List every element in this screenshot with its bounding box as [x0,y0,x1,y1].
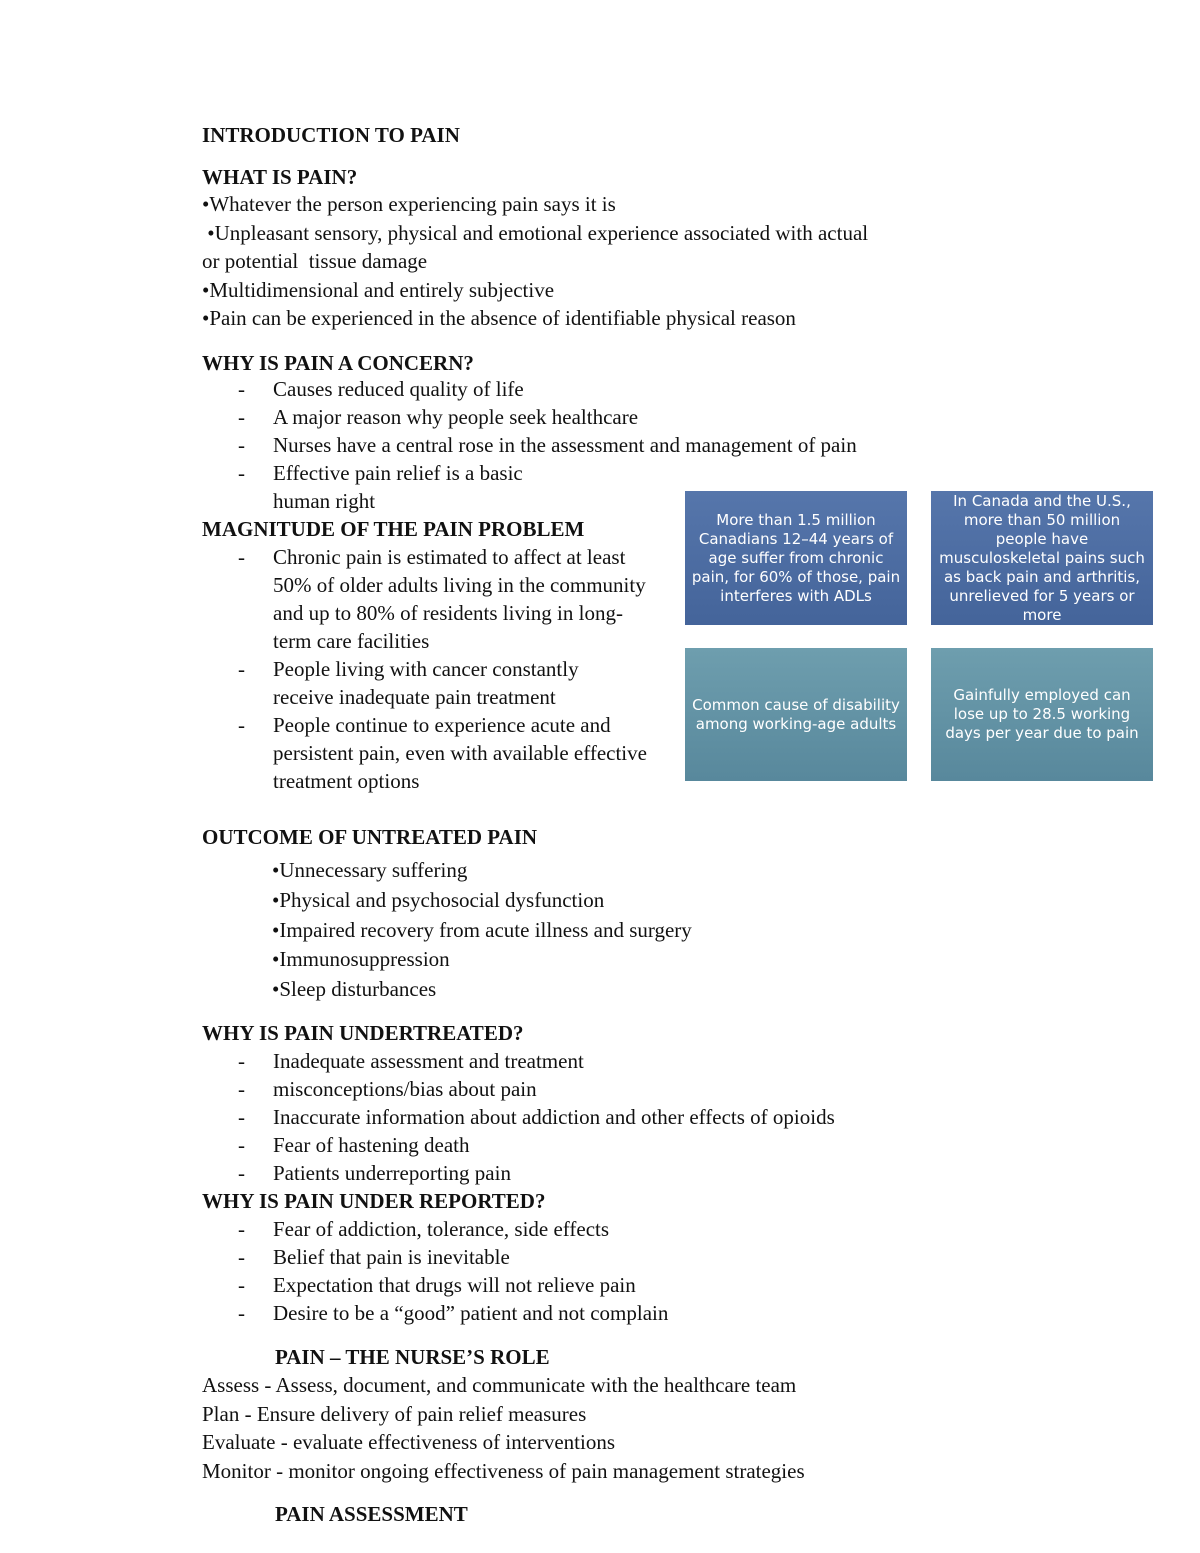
stat-box-canadians-chronic-pain: More than 1.5 million Canadians 12–44 years of age suffer from chronic pain, for 60% of those, pain interferes with ADLs [685,491,907,625]
list-item: - A major reason why people seek healthcare [202,403,662,431]
list-item: - Inadequate assessment and treatment [202,1047,1002,1075]
document-title: INTRODUCTION TO PAIN [202,123,460,147]
what-is-pain-line: •Pain can be experienced in the absence of identifiable physical reason [202,306,796,330]
stat-box-working-days-lost: Gainfully employed can lose up to 28.5 working days per year due to pain [931,648,1153,781]
list-item: - People continue to experience acute and persistent pain, even with available effective treatment options [202,711,658,795]
nurse-role-line: Monitor - monitor ongoing effectiveness of pain management strategies [202,1458,805,1483]
list-item: - Patients underreporting pain [202,1159,1002,1187]
underreported-heading: WHY IS PAIN UNDER REPORTED? [202,1189,546,1213]
what-is-pain-body [202,190,868,333]
undertreated-list [202,1047,1002,1187]
outcome-list [272,856,692,1005]
nurse-role-line: Evaluate - evaluate effectiveness of interventions [202,1430,616,1454]
underreported-list [202,1215,1002,1327]
list-item: - Fear of addiction, tolerance, side effects [202,1215,1002,1243]
list-item: •Sleep disturbances [272,977,437,1002]
outcome-heading: OUTCOME OF UNTREATED PAIN [202,825,538,849]
why-concern-heading: WHY IS PAIN A CONCERN? [202,351,474,375]
list-item: •Physical and psychosocial dysfunction [272,887,605,912]
nurse-role-line: Assess - Assess, document, and communicate with the healthcare team [202,1373,797,1397]
list-item: - misconceptions/bias about pain [202,1075,1002,1103]
nurse-role-line: Plan - Ensure delivery of pain relief measures [202,1401,587,1426]
nurse-role-body [202,1371,805,1485]
list-item: •Impaired recovery from acute illness and surgery [272,917,692,942]
magnitude-list [202,543,662,795]
what-is-pain-heading: WHAT IS PAIN? [202,165,358,189]
list-item: - Causes reduced quality of life [202,375,662,403]
list-item: - Belief that pain is inevitable [202,1243,1002,1271]
list-item: - Inaccurate information about addiction and other effects of opioids [202,1103,1002,1131]
list-item: - Expectation that drugs will not relieve pain [202,1271,1002,1299]
undertreated-heading: WHY IS PAIN UNDERTREATED? [202,1021,524,1045]
list-item: - People living with cancer constantly receive inadequate pain treatment [202,655,633,711]
magnitude-heading: MAGNITUDE OF THE PAIN PROBLEM [202,517,585,541]
what-is-pain-line: •Whatever the person experiencing pain says it is [202,192,616,216]
what-is-pain-line: •Unpleasant sensory, physical and emotional experience associated with actual [202,220,869,245]
what-is-pain-line: •Multidimensional and entirely subjective [202,277,555,302]
list-item: •Immunosuppression [272,947,450,972]
pain-assessment-heading: PAIN ASSESSMENT [275,1502,468,1526]
list-item: - Nurses have a central rose in the assessment and management of pain [202,431,662,459]
stat-box-disability-cause: Common cause of disability among working-age adults [685,648,907,781]
list-item: - Fear of hastening death [202,1131,1002,1159]
what-is-pain-line: or potential tissue damage [202,249,428,273]
stat-box-musculoskeletal-pain: In Canada and the U.S., more than 50 million people have musculoskeletal pains such as back pain and arthritis, unrelieved for 5 years or more [931,491,1153,625]
list-item: - Chronic pain is estimated to affect at least 50% of older adults living in the community and up to 80% of residents living in long-term care facilities [202,543,649,655]
why-concern-list [202,375,857,515]
list-item: •Unnecessary suffering [272,858,468,882]
list-item: - Desire to be a “good” patient and not complain [202,1299,1002,1327]
list-item: - Effective pain relief is a basic human right [202,459,563,515]
nurse-role-heading: PAIN – THE NURSE’S ROLE [275,1345,550,1369]
